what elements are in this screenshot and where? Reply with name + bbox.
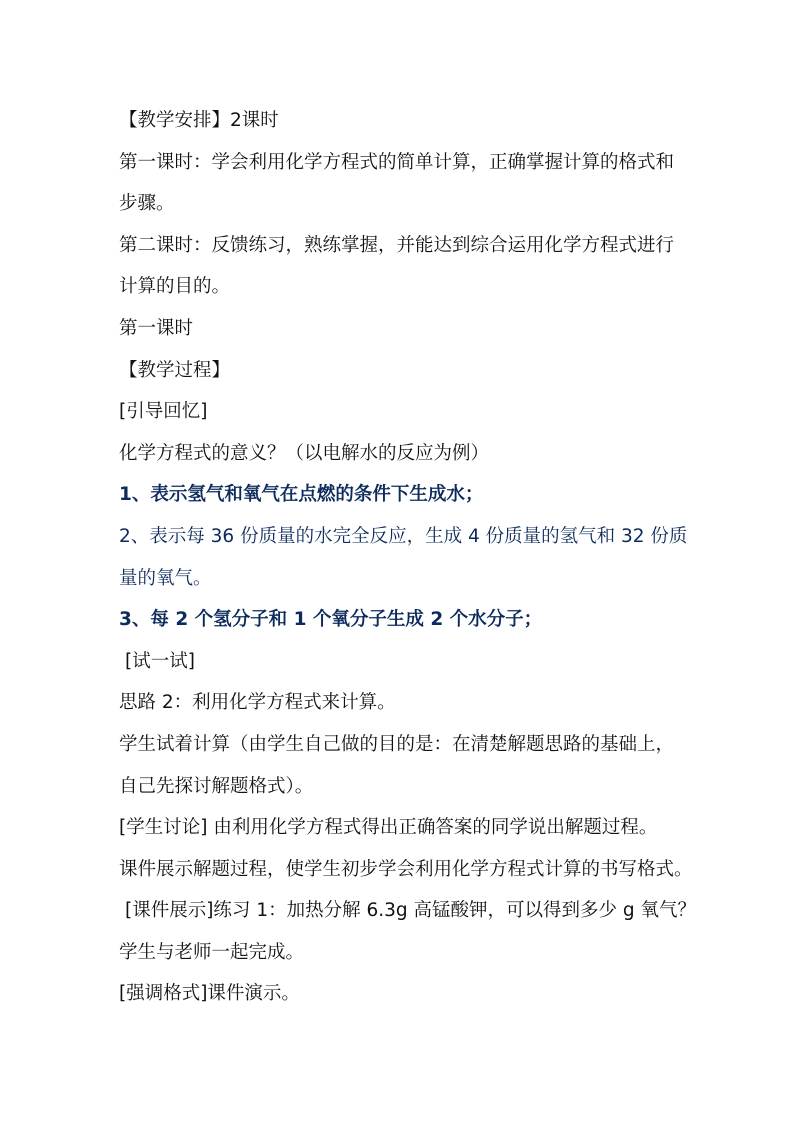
meaning-point-1: 1、表示氢气和氧气在点燃的条件下生成水；: [119, 484, 484, 506]
document-body: [119, 100, 699, 1015]
student-attempt: 学生试着计算（由学生自己做的目的是：在清楚解题思路的基础上，: [119, 733, 675, 755]
first-lesson-goal-cont: 步骤。: [119, 193, 175, 215]
exercise-1: [课件展示]练习 1：加热分解 6.3g 高锰酸钾，可以得到多少 g 氧气？: [125, 900, 697, 922]
second-lesson-goal: 第二课时：反馈练习，熟练掌握，并能达到综合运用化学方程式进行: [119, 234, 675, 256]
student-discussion: [学生讨论] 由利用化学方程式得出正确答案的同学说出解题过程。: [119, 817, 658, 839]
first-lesson-heading: 第一课时: [119, 317, 194, 339]
courseware-process: 课件展示解题过程，使学生初步学会利用化学方程式计算的书写格式。: [119, 858, 693, 880]
teaching-arrangement: 【教学安排】2课时: [119, 110, 279, 131]
second-lesson-goal-cont: 计算的目的。: [119, 276, 231, 298]
complete-together: 学生与老师一起完成。: [119, 941, 305, 963]
student-attempt-cont: 自己先探讨解题格式）。: [119, 775, 314, 797]
meaning-point-2-cont: 量的氧气。: [119, 567, 212, 589]
emphasize-format: [强调格式]课件演示。: [119, 983, 300, 1005]
guided-recall-tag: [引导回忆]: [119, 401, 208, 423]
meaning-point-2: 2、表示每 36 份质量的水完全反应，生成 4 份质量的氢气和 32 份质: [119, 525, 688, 547]
equation-meaning-question: 化学方程式的意义？（以电解水的反应为例）: [119, 442, 490, 464]
meaning-point-3: 3、每 2 个氢分子和 1 个氧分子生成 2 个水分子；: [119, 609, 543, 631]
first-lesson-goal: 第一课时：学会利用化学方程式的简单计算，正确掌握计算的格式和: [119, 151, 675, 173]
try-it-tag: [试一试]: [125, 650, 195, 672]
approach-2: 思路 2：利用化学方程式来计算。: [119, 692, 396, 714]
teaching-process-heading: 【教学过程】: [119, 359, 231, 381]
